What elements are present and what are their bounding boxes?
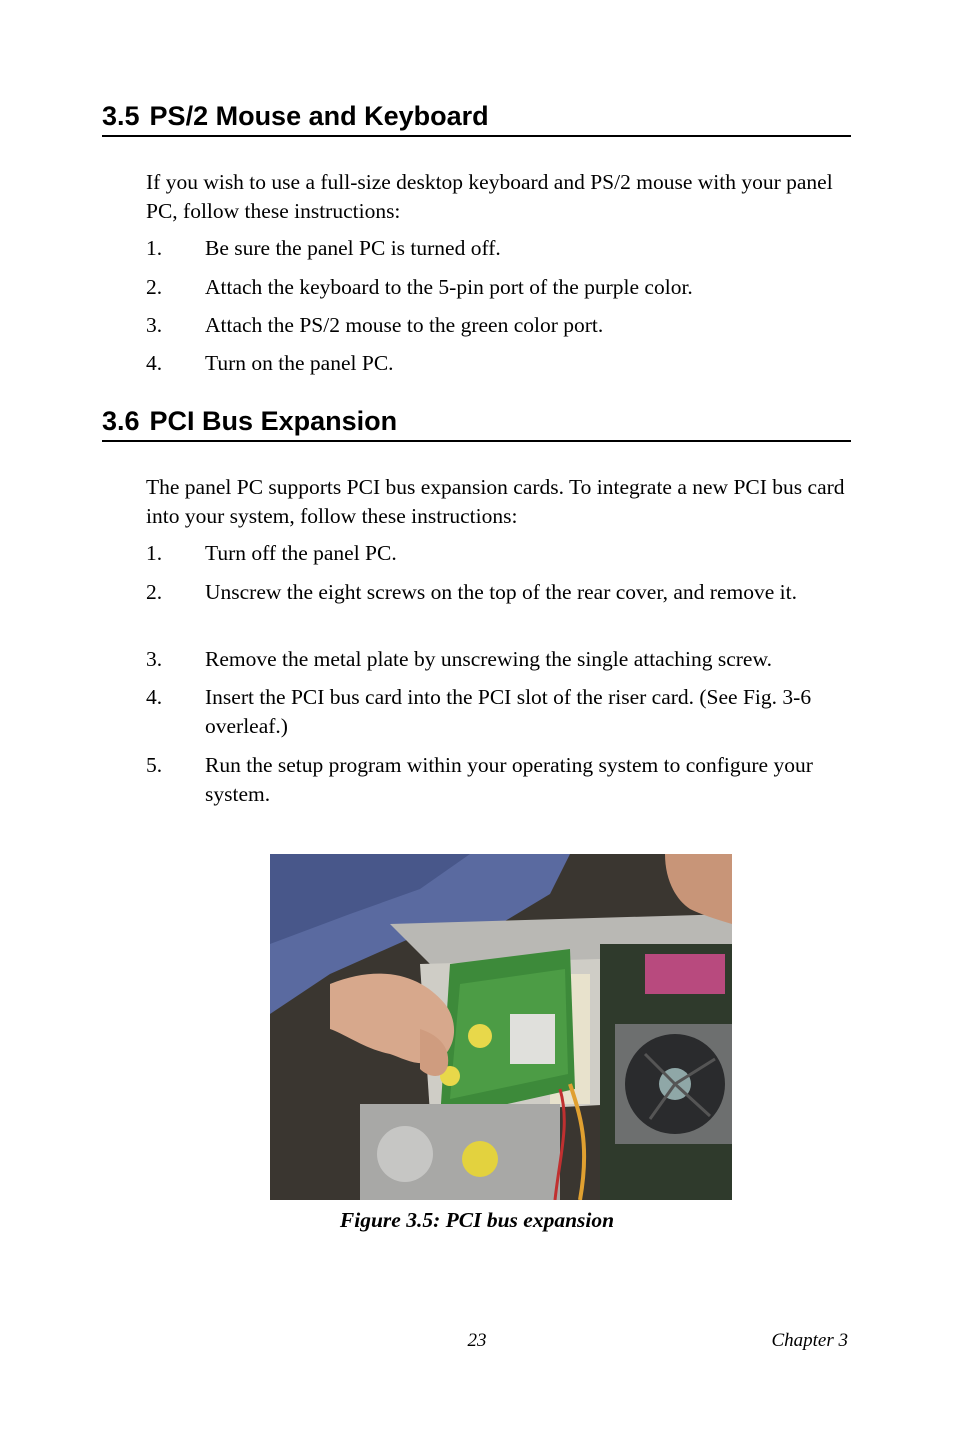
list-text: Unscrew the eight screws on the top of the rear cover, and remove it. (205, 580, 797, 604)
list-item (146, 751, 851, 809)
section-number: 3.6 (102, 406, 140, 436)
list-item (146, 311, 851, 340)
section-title: PS/2 Mouse and Keyboard (149, 101, 489, 131)
list-number: 5. (146, 753, 163, 777)
list-text: Turn off the panel PC. (205, 541, 397, 565)
list-number: 4. (146, 685, 163, 709)
list-text: Remove the metal plate by unscrewing the single attaching screw. (205, 647, 772, 671)
list-text: Run the setup program within your operating system to configure your system. (205, 753, 813, 806)
list-text: Turn on the panel PC. (205, 351, 394, 375)
list-number: 1. (146, 541, 163, 565)
list-number: 3. (146, 647, 163, 671)
list-item (146, 539, 851, 568)
list-number: 1. (146, 236, 163, 260)
list-item (146, 683, 851, 741)
section-intro: If you wish to use a full-size desktop keyboard and PS/2 mouse with your panel PC, follow these instructions: (146, 170, 833, 223)
list-text: Be sure the panel PC is turned off. (205, 236, 501, 260)
list-item (146, 578, 851, 607)
list-item (146, 234, 851, 263)
list-number: 3. (146, 313, 163, 337)
list-number: 2. (146, 275, 163, 299)
list-number: 2. (146, 580, 163, 604)
pci-expansion-photo (270, 854, 732, 1200)
list-item (146, 273, 851, 302)
page-number: 23 (467, 1330, 487, 1351)
section-title: PCI Bus Expansion (149, 406, 398, 436)
section-number: 3.5 (102, 101, 140, 131)
list-item (146, 645, 851, 674)
list-text: Attach the PS/2 mouse to the green color port. (205, 313, 604, 337)
chapter-label: Chapter 3 (771, 1330, 848, 1351)
list-text: Insert the PCI bus card into the PCI slot of the riser card. (See Fig. 3-6 overleaf.) (205, 685, 812, 738)
section-heading-3-6 (102, 406, 851, 442)
list-item (146, 349, 851, 378)
list-text: Attach the keyboard to the 5-pin port of the purple color. (205, 275, 693, 299)
list-number: 4. (146, 351, 163, 375)
section-heading-3-5 (102, 101, 851, 137)
figure-caption: Figure 3.5: PCI bus expansion (339, 1208, 615, 1232)
section-intro: The panel PC supports PCI bus expansion cards. To integrate a new PCI bus card into your system, follow these instructions: (146, 475, 845, 528)
